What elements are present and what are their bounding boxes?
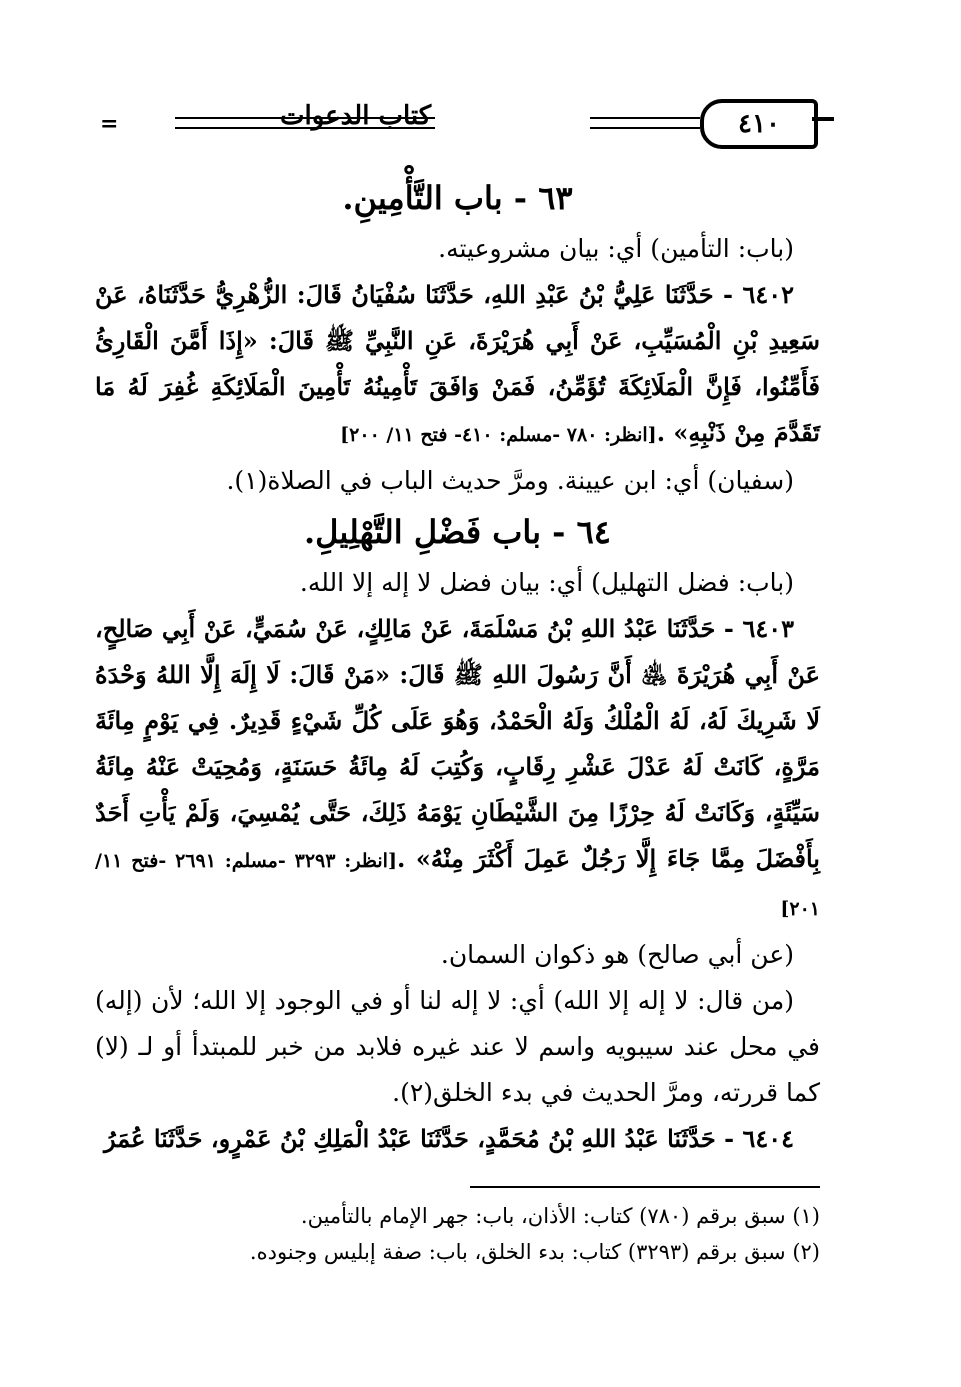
hadith-body: ٦٤٠٢ - حَدَّثَنَا عَلِيُّ بْنُ عَبْدِ اللهِ، حَدَّثَنَا سُفْيَانُ قَالَ: الزُّهْرِيُّ حَدَّثَنَاهُ، عَنْ سَعِيدِ بْنِ الْمُسَيِّبِ، عَنْ أَبِي هُرَيْرَةَ، عَنِ النَّبِيِّ ﷺ قَالَ: «إِذَا أَمَّنَ الْقَارِئُ فَأَمِّنُوا، فَإِنَّ الْمَلَائِكَةَ تُؤَمِّنُ، فَمَنْ وَافَقَ تَأْمِينُهُ تَأْمِينَ الْمَلَائِكَةِ غُفِرَ لَهُ مَا تَقَدَّمَ مِنْ ذَنْبِهِ» . bbox=[95, 280, 820, 447]
hadith-reference: [انظر: ٧٨٠ -مسلم: ٤١٠- فتح ١١/ ٢٠٠] bbox=[340, 424, 657, 446]
page-number bbox=[700, 99, 818, 149]
chapter-explanation: (باب: التأمين) أي: بيان مشروعيته. bbox=[438, 234, 794, 263]
hadith-text bbox=[95, 272, 820, 458]
page-body bbox=[95, 170, 820, 1162]
hadith-text bbox=[95, 606, 820, 932]
header-rule-right bbox=[590, 117, 700, 129]
running-title: كتاب الدعوات bbox=[280, 101, 432, 131]
hadith-reference: [انظر: ٣٢٩٣ -مسلم: ٢٦٩١ -فتح ١١/ ٢٠١] bbox=[95, 850, 820, 920]
footnotes bbox=[95, 1198, 820, 1270]
footnote: (٢) سبق برقم (٣٢٩٣) كتاب: بدء الخلق، باب: صفة إبليس وجنوده. bbox=[249, 1240, 820, 1264]
page-number-text: ٤١٠ bbox=[738, 109, 780, 139]
commentary-paragraph: (سفيان) أي: ابن عيينة. ومرَّ حديث الباب في الصلاة(١). bbox=[226, 466, 794, 495]
running-header bbox=[100, 95, 830, 145]
header-rule-left bbox=[175, 117, 435, 129]
footnote-divider bbox=[470, 1186, 820, 1188]
trailing-hadith: ٦٤٠٤ - حَدَّثَنَا عَبْدُ اللهِ بْنُ مُحَمَّدٍ، حَدَّثَنَا عَبْدُ الْمَلِكِ بْنُ عَمْرٍو، حَدَّثَنَا عُمَرُ bbox=[104, 1124, 794, 1153]
hadith-body: ٦٤٠٣ - حَدَّثَنَا عَبْدُ اللهِ بْنُ مَسْلَمَةَ، عَنْ مَالِكٍ، عَنْ سُمَيٍّ، عَنْ أَبِي صَالِحٍ، عَنْ أَبِي هُرَيْرَةَ ﵁ أَنَّ رَسُولَ اللهِ ﷺ قَالَ: «مَنْ قَالَ: لَا إِلَهَ إِلَّا اللهُ وَحْدَهُ لَا شَرِيكَ لَهُ، لَهُ الْمُلْكُ وَلَهُ الْحَمْدُ، وَهُوَ عَلَى كُلِّ شَيْءٍ قَدِيرٌ. فِي يَوْمٍ مِائَةَ مَرَّةٍ، كَانَتْ لَهُ عَدْلَ عَشْرِ رِقَابٍ، وَكُتِبَ لَهُ مِائَةُ حَسَنَةٍ، وَمُحِيَتْ عَنْهُ مِائَةُ سَيِّئَةٍ، وَكَانَتْ لَهُ حِرْزًا مِنَ الشَّيْطَانِ يَوْمَهُ ذَلِكَ، حَتَّى يُمْسِيَ، وَلَمْ يَأْتِ أَحَدٌ بِأَفْضَلَ مِمَّا جَاءَ إِلَّا رَجُلٌ عَمِلَ أَكْثَرَ مِنْهُ» . bbox=[95, 614, 820, 873]
chapter-explanation: (باب: فضل التهليل) أي: بيان فضل لا إله إلا الله. bbox=[299, 568, 794, 597]
footnote: (١) سبق برقم (٧٨٠) كتاب: الأذان، باب: جهر الإمام بالتأمين. bbox=[300, 1204, 820, 1228]
chapter-title: ٦٣ - باب التَّأْمِينِ. bbox=[342, 179, 573, 217]
commentary-paragraph: (من قال: لا إله إلا الله) أي: لا إله لنا أو في الوجود إلا الله؛ لأن (إله) في محل عند سيبويه واسم لا عند غيره فلابد من خبر للمبتدأ أو لـ (لا) كما قررته، ومرَّ الحديث في بدء الخلق(٢). bbox=[95, 986, 820, 1107]
commentary-paragraph: (عن أبي صالح) هو ذكوان السمان. bbox=[440, 940, 794, 969]
chapter-title: ٦٤ - باب فَضْلِ التَّهْلِيلِ. bbox=[304, 513, 611, 551]
header-dash: = bbox=[100, 111, 119, 137]
page-number-ornament bbox=[812, 117, 834, 121]
